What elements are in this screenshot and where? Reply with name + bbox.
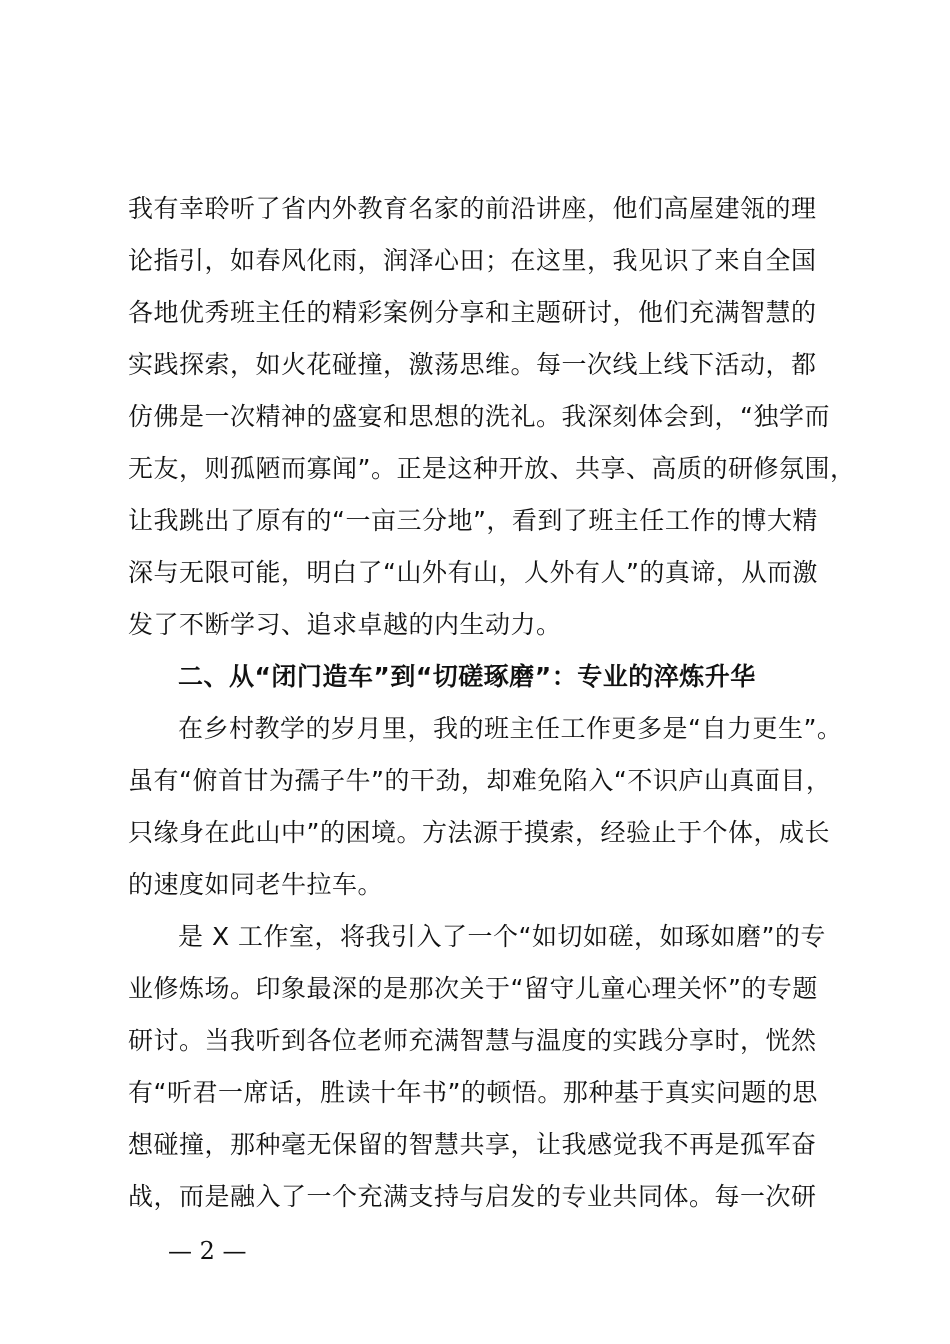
- text-line: 只缘身在此山中”的困境。方法源于摸索，经验止于个体，成长: [128, 818, 830, 847]
- document-body: [128, 183, 858, 1223]
- text-line: 各地优秀班主任的精彩案例分享和主题研讨，他们充满智慧的: [128, 298, 817, 327]
- text-line: 是 X 工作室，将我引入了一个“如切如磋，如琢如磨”的专: [178, 922, 826, 951]
- text-line: 深与无限可能，明白了“山外有山，人外有人”的真谛，从而激: [128, 558, 818, 587]
- text-line: 仿佛是一次精神的盛宴和思想的洗礼。我深刻体会到，“独学而: [128, 402, 830, 431]
- text-line: 虽有“俯首甘为孺子牛”的干劲，却难免陷入“不识庐山真面目，: [128, 766, 832, 795]
- text-line: 的速度如同老牛拉车。: [128, 870, 384, 899]
- text-line: 实践探索，如火花碰撞，激荡思维。每一次线上线下活动，都: [128, 350, 817, 379]
- section-heading: 二、从“闭门造车”到“切磋琢磨”：专业的淬炼升华: [178, 662, 756, 691]
- text-line: 战，而是融入了一个充满支持与启发的专业共同体。每一次研: [128, 1182, 817, 1211]
- text-line: 无友，则孤陋而寡闻”。正是这种开放、共享、高质的研修氛围，: [128, 454, 856, 483]
- text-line: 在乡村教学的岁月里，我的班主任工作更多是“自力更生”。: [178, 714, 843, 743]
- text-line: 想碰撞，那种毫无保留的智慧共享，让我感觉我不再是孤军奋: [128, 1130, 817, 1159]
- text-line: 有“听君一席话，胜读十年书”的顿悟。那种基于真实问题的思: [128, 1078, 818, 1107]
- text-line: 业修炼场。印象最深的是那次关于“留守儿童心理关怀”的专题: [128, 974, 818, 1003]
- text-line: 让我跳出了原有的“一亩三分地”，看到了班主任工作的博大精: [128, 506, 818, 535]
- text-line: 我有幸聆听了省内外教育名家的前沿讲座，他们高屋建瓴的理: [128, 194, 817, 223]
- text-line: 研讨。当我听到各位老师充满智慧与温度的实践分享时，恍然: [128, 1026, 817, 1055]
- text-line: 论指引，如春风化雨，润泽心田；在这里，我见识了来自全国: [128, 246, 817, 275]
- text-line: 发了不断学习、追求卓越的内生动力。: [128, 610, 562, 639]
- page-number: — 2 —: [168, 1237, 247, 1265]
